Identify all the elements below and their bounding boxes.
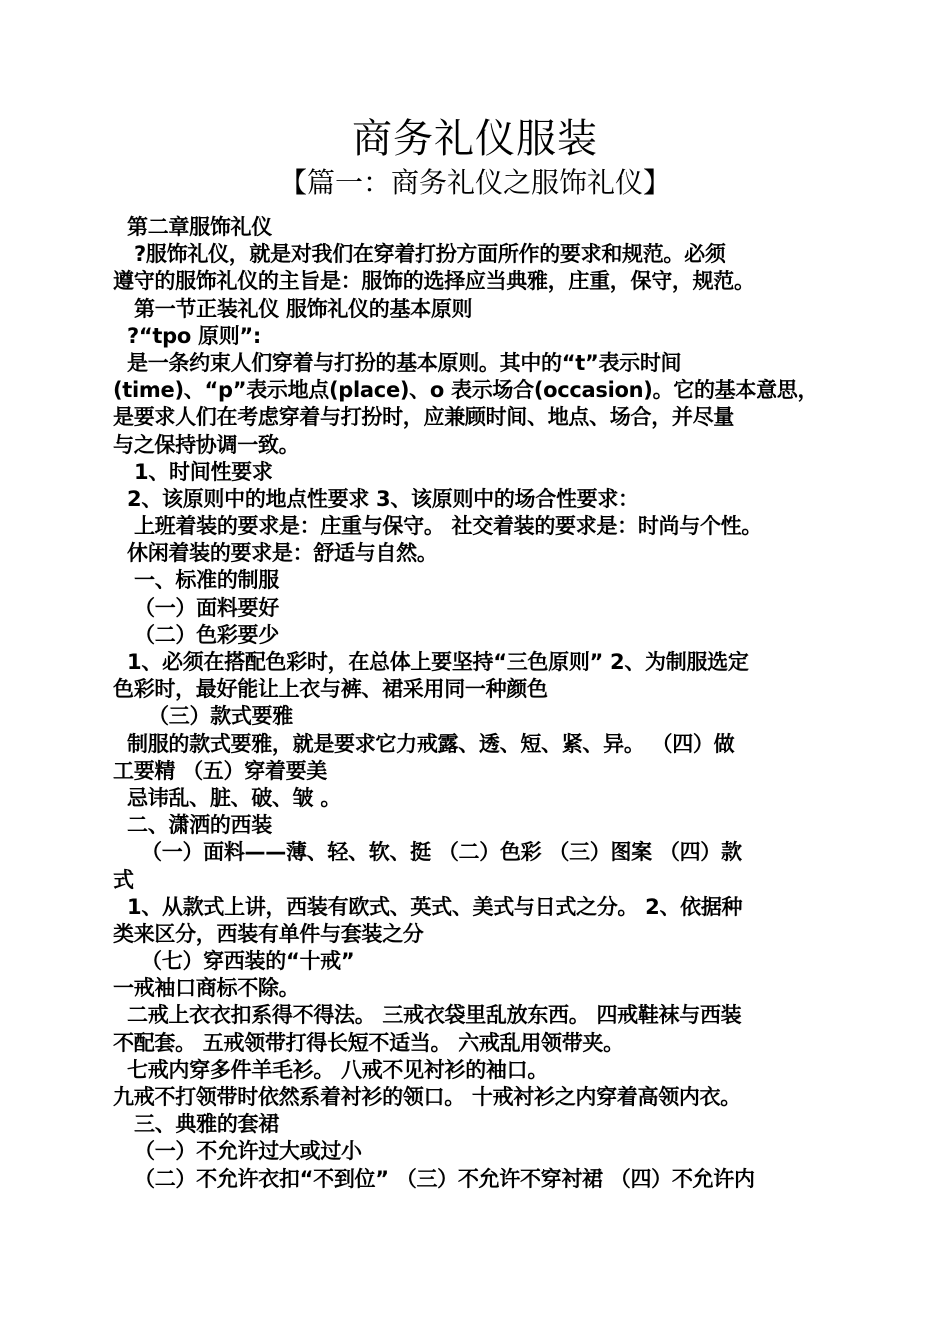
text-line: 遵守的服饰礼仪的主旨是：服饰的选择应当典雅，庄重，保守，规范。 bbox=[113, 269, 755, 294]
text-line: 九戒不打领带时依然系着衬衫的领口。 十戒衬衫之内穿着高领内衣。 bbox=[113, 1085, 742, 1109]
text-line: 七戒内穿多件羊毛衫。 八戒不见衬衫的袖口。 bbox=[113, 1057, 549, 1082]
text-line: （七）穿西装的“十戒” bbox=[113, 949, 355, 974]
document-body bbox=[113, 214, 843, 1193]
document-title: 商务礼仪服装 bbox=[352, 116, 598, 162]
text-line: 制服的款式要雅，就是要求它力戒露、透、短、紧、异。 （四）做 bbox=[113, 731, 735, 756]
text-line: 休闲着装的要求是：舒适与自然。 bbox=[113, 541, 438, 566]
text-line: 是要求人们在考虑穿着与打扮时，应兼顾时间、地点、场合，并尽量 bbox=[113, 405, 734, 430]
text-line: 是一条约束人们穿着与打扮的基本原则。其中的“t”表示时间 bbox=[113, 350, 682, 375]
text-line: 式 bbox=[113, 867, 134, 892]
text-line: 不配套。 五戒领带打得长短不适当。 六戒乱用领带夹。 bbox=[113, 1030, 624, 1055]
text-line: 1、必须在搭配色彩时，在总体上要坚持“三色原则” 2、为制服选定 bbox=[113, 650, 749, 674]
text-line: 与之保持协调一致。 bbox=[113, 432, 300, 457]
text-line: ?服饰礼仪，就是对我们在穿着打扮方面所作的要求和规范。必须 bbox=[113, 242, 726, 267]
text-line: 色彩时，最好能让上衣与裤、裙采用同一种颜色 bbox=[113, 677, 548, 702]
text-line: 二、潇洒的西装 bbox=[113, 813, 272, 838]
text-line: 工要精 （五）穿着要美 bbox=[113, 758, 328, 783]
text-line: 一戒袖口商标不除。 bbox=[113, 976, 300, 1001]
text-line: 二戒上衣衣扣系得不得法。 三戒衣袋里乱放东西。 四戒鞋袜与西装 bbox=[113, 1003, 742, 1028]
text-line: （一）面料——薄、轻、软、挺 （二）色彩 （三）图案 （四）款 bbox=[113, 840, 742, 865]
document-subtitle: 【篇一：商务礼仪之服饰礼仪】 bbox=[278, 166, 671, 199]
text-line: （一）不允许过大或过小 bbox=[113, 1139, 362, 1164]
text-line: ?“tpo 原则”: bbox=[113, 323, 262, 348]
text-line: 第一节正装礼仪 服饰礼仪的基本原则 bbox=[113, 296, 473, 321]
text-line: 一、标准的制服 bbox=[113, 568, 279, 593]
text-line: 1、从款式上讲，西装有欧式、英式、美式与日式之分。 2、依据种 bbox=[113, 894, 743, 919]
text-line: （二）不允许衣扣“不到位” （三）不允许不穿衬裙 （四）不允许内 bbox=[113, 1166, 755, 1191]
text-line: 第二章服饰礼仪 bbox=[113, 215, 272, 239]
text-line: （一）面料要好 bbox=[113, 595, 279, 620]
text-line: 忌讳乱、脏、破、皱 。 bbox=[113, 785, 342, 810]
text-line: 2、该原则中的地点性要求 3、该原则中的场合性要求： bbox=[113, 486, 639, 511]
text-line: （二）色彩要少 bbox=[113, 622, 279, 647]
text-line: （三）款式要雅 bbox=[113, 704, 293, 729]
text-line: 类来区分，西装有单件与套装之分 bbox=[113, 921, 424, 946]
text-line: 1、时间性要求 bbox=[113, 459, 273, 484]
text-line: 上班着装的要求是：庄重与保守。 社交着装的要求是：时尚与个性。 bbox=[113, 514, 763, 539]
text-line: (time)、“p”表示地点(place)、o 表示场合(occasion)。它的基本意思， bbox=[113, 378, 819, 403]
text-line: 三、典雅的套裙 bbox=[113, 1112, 279, 1137]
